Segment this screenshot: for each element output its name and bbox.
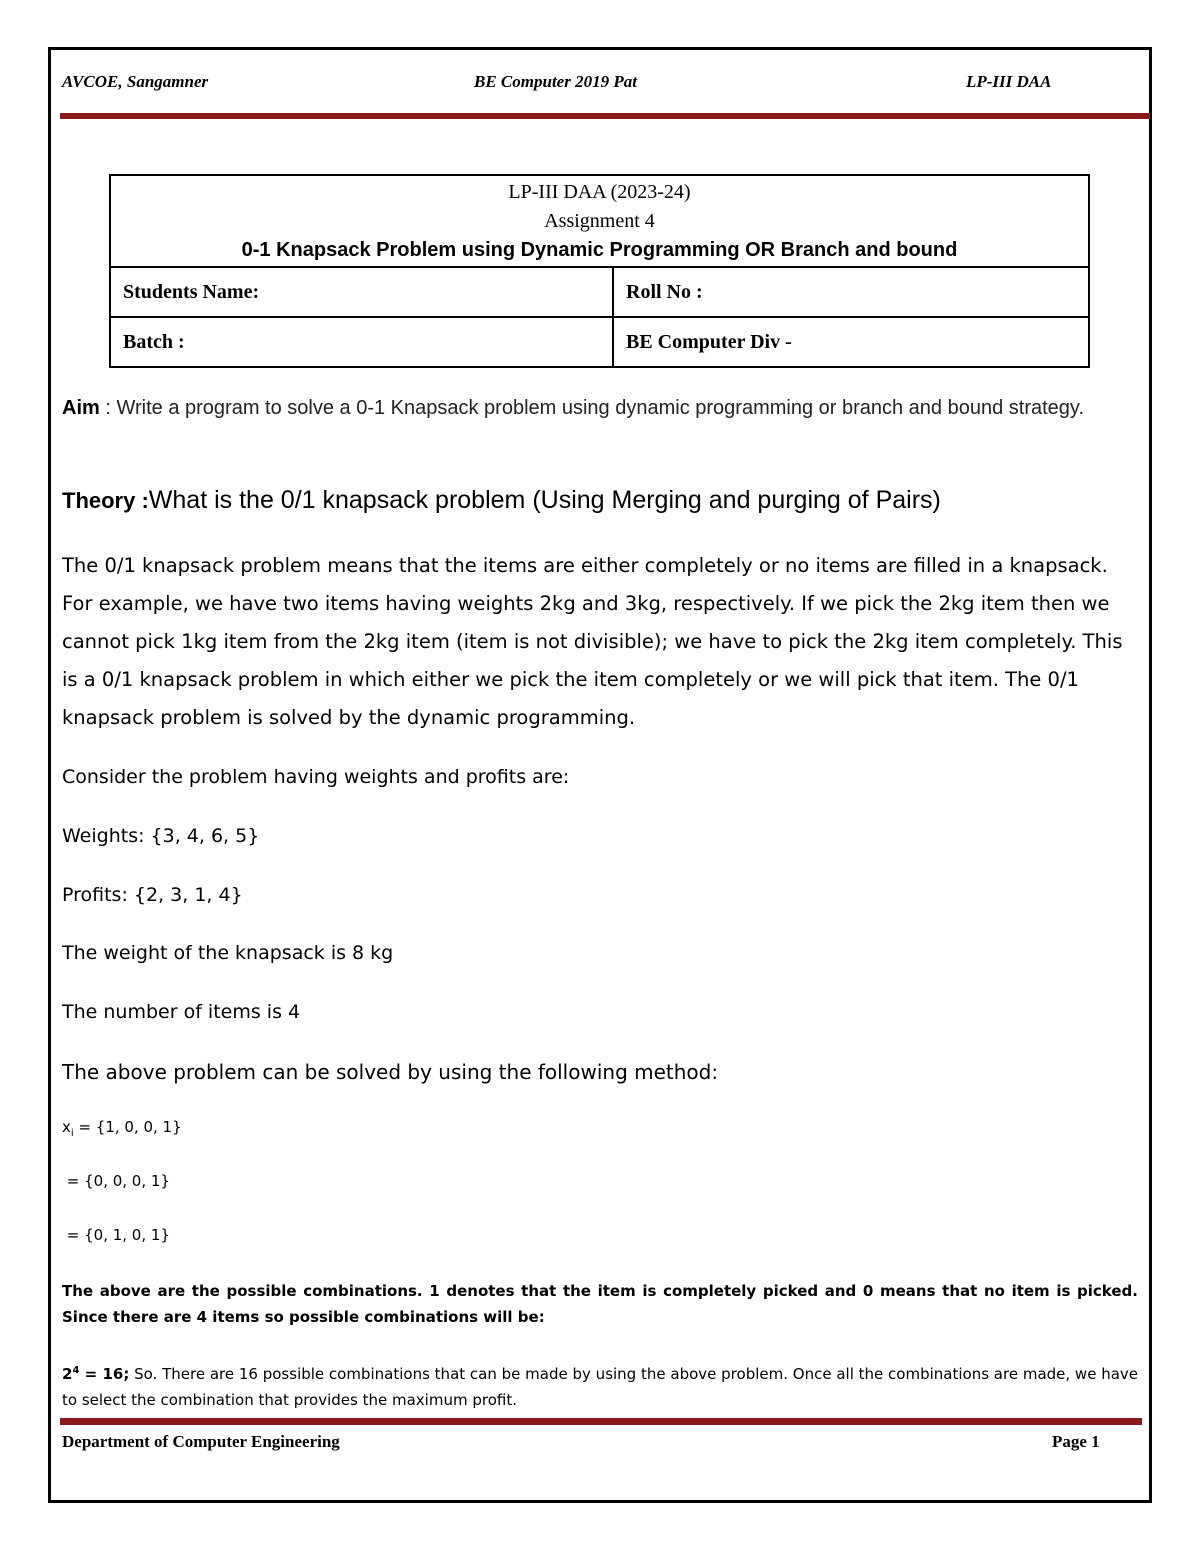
- roll-no-cell: Roll No :: [613, 267, 1089, 317]
- weights-line: Weights: {3, 4, 6, 5}: [62, 825, 260, 847]
- x-variable: x: [62, 1118, 71, 1136]
- title-cell: [110, 175, 1089, 267]
- theory-paragraph: The 0/1 knapsack problem means that the items are either completely or no items are filled in a knapsack. For example, we have two items having weights 2kg and 3kg, respectively. If we pick the 2kg item then we cannot pick 1kg item from the 2kg item (item is not divisible); we have to pick the 2kg item completely. This is a 0/1 knapsack problem in which either we pick the item completely or we will pick that item. The 0/1 knapsack problem is solved by the dynamic programming.: [62, 554, 1123, 729]
- theory-label: Theory :: [62, 488, 149, 513]
- capacity-line: The weight of the knapsack is 8 kg: [62, 942, 394, 964]
- footer-rule: [60, 1418, 1142, 1425]
- combinations-explanation: The above are the possible combinations. 1 denotes that the item is completely picked and 0 means that no item is picked. Since there are 4 items so possible combinations will be:: [62, 1282, 1138, 1326]
- combination-1: [62, 1118, 1138, 1139]
- aim-paragraph: [62, 392, 1138, 425]
- header-course: BE Computer 2019 Pat: [474, 72, 637, 91]
- header-rule: [60, 113, 1150, 119]
- assignment-title-table: [109, 174, 1090, 368]
- students-name-cell: Students Name:: [110, 267, 613, 317]
- combination-3: = {0, 1, 0, 1}: [62, 1226, 170, 1244]
- items-line: The number of items is 4: [62, 1001, 301, 1023]
- power-exponent: 4: [72, 1365, 80, 1376]
- header-institution: AVCOE, Sangamner: [62, 72, 209, 91]
- aim-text: : Write a program to solve a 0-1 Knapsack problem using dynamic programming or branch and bound strategy.: [99, 397, 1084, 419]
- power-base: 2: [62, 1365, 73, 1383]
- assignment-number: Assignment 4: [544, 210, 655, 232]
- footer-department: Department of Computer Engineering: [62, 1432, 340, 1451]
- aim-label: Aim: [62, 397, 100, 419]
- assignment-title: 0-1 Knapsack Problem using Dynamic Programming OR Branch and bound: [241, 239, 958, 261]
- theory-heading: [62, 486, 1138, 515]
- course-year: LP-III DAA (2023-24): [508, 181, 691, 203]
- consider-line: Consider the problem having weights and profits are:: [62, 766, 570, 788]
- sixteen-combinations-text: So. There are 16 possible combinations that can be made by using the above problem. Once all the combinations are made, we have to select the combination that provides the maximum profit.: [62, 1365, 1139, 1409]
- division-cell: BE Computer Div -: [613, 317, 1089, 367]
- x-subscript: i: [70, 1128, 74, 1139]
- header-subject: LP-III DAA: [966, 72, 1052, 91]
- theory-question: What is the 0/1 knapsack problem (Using Merging and purging of Pairs): [148, 486, 941, 514]
- combination-1-values: = {1, 0, 0, 1}: [73, 1118, 182, 1136]
- profits-line: Profits: {2, 3, 1, 4}: [62, 884, 243, 906]
- power-result: = 16;: [79, 1365, 130, 1383]
- batch-cell: Batch :: [110, 317, 613, 367]
- sixteen-combinations-paragraph: [62, 1358, 1138, 1413]
- combination-2: = {0, 0, 0, 1}: [62, 1172, 170, 1190]
- footer-page-number: Page 1: [1052, 1432, 1100, 1451]
- method-line: The above problem can be solved by using the following method:: [62, 1060, 719, 1084]
